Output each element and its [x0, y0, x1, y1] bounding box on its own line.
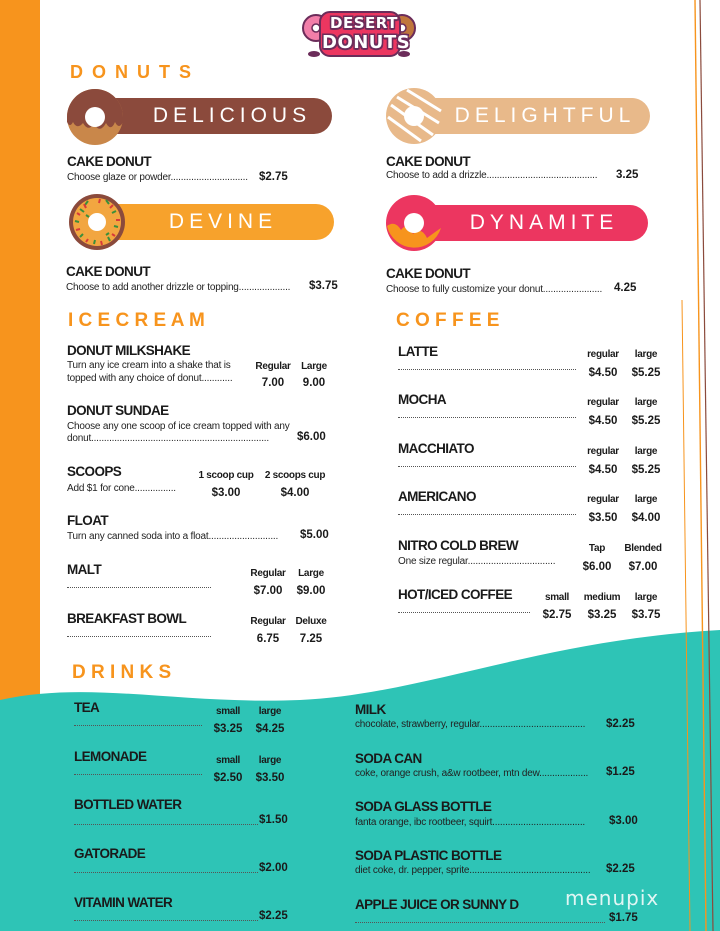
soda-can-name: SODA CAN	[355, 751, 422, 766]
dot-leader	[74, 824, 258, 825]
price: $7.00	[253, 585, 283, 597]
dot-leader	[398, 417, 576, 418]
dot-leader	[74, 725, 202, 726]
donut-desc: Choose to fully customize your donut.......................	[386, 284, 603, 295]
donut-price: 3.25	[616, 169, 639, 181]
dot-leader	[74, 920, 258, 921]
size-label: Large	[301, 361, 327, 372]
price: 7.00	[261, 377, 285, 389]
size-label: medium	[583, 592, 621, 603]
brown-drip-donut-icon	[64, 86, 126, 148]
donut-name: CAKE DONUT	[67, 154, 151, 169]
size-label: Regular	[250, 568, 286, 579]
vitamin-water-name: VITAMIN WATER	[74, 895, 173, 910]
logo-word-desert: DESERT	[330, 14, 398, 32]
size-label: regular	[587, 397, 619, 408]
coffee-section-title: C O F F E E	[396, 310, 500, 331]
size-label: large	[634, 494, 658, 505]
size-label: regular	[587, 494, 619, 505]
scoops-desc: Add $1 for cone................	[67, 483, 176, 494]
price: $3.25	[213, 723, 243, 735]
price: $4.00	[280, 487, 310, 499]
donut-name: CAKE DONUT	[386, 266, 470, 281]
bottled-water-name: BOTTLED WATER	[74, 797, 182, 812]
size-label: small	[544, 592, 570, 603]
price: $4.25	[255, 723, 285, 735]
dot-leader	[74, 872, 258, 873]
price: $5.25	[631, 415, 661, 427]
apple-juice-name: APPLE JUICE OR SUNNY D	[355, 897, 519, 912]
price: $4.50	[588, 464, 618, 476]
milk-name: MILK	[355, 702, 386, 717]
size-label: regular	[587, 446, 619, 457]
price: $2.25	[259, 910, 288, 922]
size-label: Large	[298, 568, 324, 579]
banner-delicious-label: DELICIOUS	[152, 104, 312, 127]
size-label: Deluxe	[295, 616, 327, 627]
size-label: regular	[587, 349, 619, 360]
donut-name: CAKE DONUT	[386, 154, 470, 169]
price: $3.00	[609, 815, 638, 827]
price: $7.00	[628, 561, 658, 573]
float-name: FLOAT	[67, 513, 108, 528]
milkshake-desc: Turn any ice cream into a shake that is	[67, 360, 231, 371]
price: 9.00	[302, 377, 326, 389]
nitro-name: NITRO COLD BREW	[398, 538, 518, 553]
donut-name: CAKE DONUT	[66, 264, 150, 279]
malt-name: MALT	[67, 562, 102, 577]
price: $5.25	[631, 367, 661, 379]
price: 7.25	[299, 633, 323, 645]
tan-drizzle-donut-icon	[383, 85, 445, 147]
banner-delightful	[410, 98, 650, 134]
donut-price: $2.75	[259, 171, 288, 183]
scoops-name: SCOOPS	[67, 464, 122, 479]
size-label: Regular	[250, 616, 286, 627]
price: $9.00	[296, 585, 326, 597]
banner-devine-label: DEVINE	[168, 210, 278, 233]
sprinkle-donut-icon	[66, 191, 128, 253]
price: $2.75	[542, 609, 572, 621]
drinks-section-title: D R I N K S	[72, 662, 172, 683]
banner-devine	[92, 204, 334, 240]
price: $5.00	[300, 529, 329, 541]
size-label: Tap	[588, 543, 606, 554]
sundae-desc: Choose any one scoop of ice cream topped with any	[67, 421, 290, 432]
nitro-desc: One size regular..................................	[398, 556, 556, 567]
dot-leader	[355, 922, 605, 923]
coffee-name: MOCHA	[398, 392, 446, 407]
soda-glass-bottle-desc: fanta orange, ibc rootbeer, squirt....................................	[355, 817, 585, 828]
donut-price: 4.25	[614, 282, 637, 294]
pink-splatter-donut-icon	[383, 192, 445, 254]
hot-iced-coffee-name: HOT/ICED COFFEE	[398, 587, 513, 602]
menupix-watermark: menupix	[565, 886, 660, 910]
price: $2.25	[606, 863, 635, 875]
size-label: large	[634, 446, 658, 457]
price: $3.25	[587, 609, 617, 621]
ice-cream-section-title: I C E C R E A M	[68, 310, 205, 331]
desert-donuts-logo	[300, 6, 418, 60]
soda-can-desc: coke, orange crush, a&w rootbeer, mtn dew...................	[355, 768, 589, 779]
price: $3.50	[588, 512, 618, 524]
price: $1.75	[609, 912, 638, 924]
size-label: large	[634, 592, 658, 603]
price: $5.25	[631, 464, 661, 476]
size-label: 1 scoop cup	[198, 470, 254, 481]
price: $4.50	[588, 367, 618, 379]
price: $4.00	[631, 512, 661, 524]
price: $6.00	[297, 431, 326, 443]
size-label: large	[258, 755, 282, 766]
price: $2.50	[213, 772, 243, 784]
price: $3.50	[255, 772, 285, 784]
tea-name: TEA	[74, 700, 100, 715]
lemonade-name: LEMONADE	[74, 749, 147, 764]
dot-leader	[398, 514, 576, 515]
donut-desc: Choose to add a drizzle...........................................	[386, 170, 598, 181]
coffee-name: MACCHIATO	[398, 441, 474, 456]
size-label: large	[258, 706, 282, 717]
milkshake-name: DONUT MILKSHAKE	[67, 343, 190, 358]
donut-desc: Choose glaze or powder..............................	[67, 172, 248, 183]
price: $4.50	[588, 415, 618, 427]
price: $2.25	[606, 718, 635, 730]
donuts-section-title: D O N U T S	[70, 62, 194, 82]
price: $3.75	[631, 609, 661, 621]
donut-price: $3.75	[309, 280, 338, 292]
coffee-name: LATTE	[398, 344, 438, 359]
gatorade-name: GATORADE	[74, 846, 146, 861]
milkshake-desc: topped with any choice of donut............	[67, 373, 233, 384]
sundae-name: DONUT SUNDAE	[67, 403, 169, 418]
soda-plastic-bottle-name: SODA PLASTIC BOTTLE	[355, 848, 502, 863]
size-label: small	[215, 755, 241, 766]
size-label: Regular	[255, 361, 291, 372]
size-label: large	[634, 349, 658, 360]
dot-leader	[398, 612, 530, 613]
donut-desc: Choose to add another drizzle or topping....................	[66, 282, 291, 293]
float-desc: Turn any canned soda into a float...........................	[67, 531, 279, 542]
dot-leader	[67, 587, 211, 588]
soda-glass-bottle-name: SODA GLASS BOTTLE	[355, 799, 492, 814]
sundae-desc: donut.....................................................................	[67, 433, 269, 444]
size-label: large	[634, 397, 658, 408]
dot-leader	[74, 774, 202, 775]
banner-dynamite	[410, 205, 648, 241]
milk-desc: chocolate, strawberry, regular.........................................	[355, 719, 586, 730]
size-label: 2 scoops cup	[264, 470, 326, 481]
soda-plastic-bottle-desc: diet coke, dr. pepper, sprite...............................................	[355, 865, 591, 876]
price: $2.00	[259, 862, 288, 874]
coffee-name: AMERICANO	[398, 489, 476, 504]
price: $6.00	[582, 561, 612, 573]
size-label: small	[215, 706, 241, 717]
dot-leader	[398, 466, 576, 467]
size-label: Blended	[624, 543, 662, 554]
logo-word-donuts: DONUTS	[322, 32, 411, 53]
banner-delicious	[92, 98, 332, 134]
breakfast-bowl-name: BREAKFAST BOWL	[67, 611, 187, 626]
price: 6.75	[256, 633, 280, 645]
price: $3.00	[211, 487, 241, 499]
price: $1.50	[259, 814, 288, 826]
price: $1.25	[606, 766, 635, 778]
banner-dynamite-label: DYNAMITE	[469, 211, 619, 234]
dot-leader	[67, 636, 211, 637]
banner-delightful-label: DELIGHTFUL	[454, 104, 636, 127]
dot-leader	[398, 369, 576, 370]
